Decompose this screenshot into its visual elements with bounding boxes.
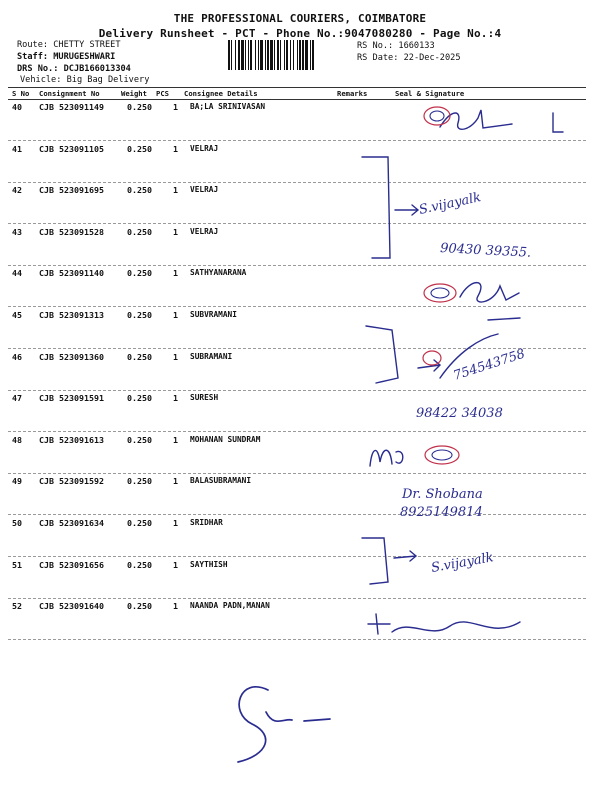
- col-consignee: Consignee Details: [184, 89, 258, 98]
- row-sno: 49: [12, 476, 22, 486]
- row-weight: 0.250: [127, 476, 152, 486]
- row-divider: [8, 182, 586, 183]
- table-row: [0, 102, 600, 114]
- table-row: [0, 185, 600, 197]
- row-sno: 41: [12, 144, 22, 154]
- row-weight: 0.250: [127, 393, 152, 403]
- row-weight: 0.250: [127, 601, 152, 611]
- vehicle-label: Vehicle:: [20, 75, 62, 85]
- row-pcs: 1: [173, 393, 178, 403]
- row-pcs: 1: [173, 601, 178, 611]
- row-pcs: 1: [173, 518, 178, 528]
- row-consignment-no: CJB 523091140: [39, 268, 104, 278]
- row-consignment-no: CJB 523091656: [39, 560, 104, 570]
- row-sno: 52: [12, 601, 22, 611]
- vehicle-value: Big Bag Delivery: [66, 75, 150, 85]
- row-divider: [8, 431, 586, 432]
- row-divider: [8, 390, 586, 391]
- row-weight: 0.250: [127, 185, 152, 195]
- row-sno: 47: [12, 393, 22, 403]
- table-header: [8, 89, 586, 99]
- row-pcs: 1: [173, 102, 178, 112]
- row-pcs: 1: [173, 435, 178, 445]
- row-consignee: VELRAJ: [190, 144, 219, 153]
- row-consignment-no: CJB 523091634: [39, 518, 104, 528]
- handwritten-phone-43: 90430 39355.: [439, 241, 532, 261]
- row-weight: 0.250: [127, 518, 152, 528]
- row-divider: [8, 556, 586, 557]
- staff-label: Staff:: [17, 52, 49, 62]
- handwritten-name-49: Dr. Shobana: [402, 487, 483, 502]
- row-consignee: SUBRAMANI: [190, 352, 233, 361]
- row-pcs: 1: [173, 268, 178, 278]
- row-pcs: 1: [173, 144, 178, 154]
- col-pcs: PCS: [156, 89, 169, 98]
- drs-line: [17, 64, 131, 74]
- row-consignment-no: CJB 523091313: [39, 310, 104, 320]
- signature-44: [460, 283, 519, 302]
- row-consignee: MOHANAN SUNDRAM: [190, 435, 261, 444]
- row-divider: [8, 473, 586, 474]
- row-consignee: VELRAJ: [190, 185, 219, 194]
- table-row: [0, 352, 600, 364]
- header-bottom-rule: [8, 99, 586, 100]
- row-consignment-no: CJB 523091613: [39, 435, 104, 445]
- signature-52: [368, 614, 520, 634]
- header-top-rule: [8, 87, 586, 88]
- bracket-41-43: [362, 157, 390, 258]
- row-consignee: SATHYANARANA: [190, 268, 247, 277]
- col-consignment: Consignment No: [39, 89, 100, 98]
- col-remarks: Remarks: [337, 89, 368, 98]
- rs-date-value: 22-Dec-2025: [403, 53, 461, 63]
- table-row: [0, 560, 600, 572]
- row-consignment-no: CJB 523091360: [39, 352, 104, 362]
- row-consignment-no: CJB 523091149: [39, 102, 104, 112]
- rs-no-value: 1660133: [398, 41, 435, 51]
- table-row: [0, 518, 600, 530]
- row-weight: 0.250: [127, 560, 152, 570]
- route-label: Route:: [17, 40, 49, 50]
- row-sno: 44: [12, 268, 22, 278]
- row-pcs: 1: [173, 227, 178, 237]
- row-consignee: VELRAJ: [190, 227, 219, 236]
- rs-no-label: RS No.:: [357, 41, 394, 51]
- row-divider: [8, 223, 586, 224]
- stamp-44: [424, 284, 456, 302]
- final-signature: [238, 687, 330, 762]
- handwritten-phone-47: 98422 34038: [416, 406, 503, 421]
- row-divider: [8, 140, 586, 141]
- table-row: [0, 435, 600, 447]
- row-consignment-no: CJB 523091591: [39, 393, 104, 403]
- row-consignment-no: CJB 523091640: [39, 601, 104, 611]
- row-divider: [8, 306, 586, 307]
- row-consignee: SRIDHAR: [190, 518, 223, 527]
- col-weight: Weight: [121, 89, 147, 98]
- drs-label: DRS No.:: [17, 64, 59, 74]
- rs-no-line: [357, 41, 435, 51]
- stamp-48: [425, 446, 459, 464]
- handwritten-phone-49: 8925149814: [400, 505, 483, 520]
- handwritten-name-42: S.vijayalk: [417, 190, 483, 218]
- table-row: [0, 144, 600, 156]
- row-divider: [8, 265, 586, 266]
- table-row: [0, 476, 600, 488]
- table-row: [0, 310, 600, 322]
- signature-48: [370, 450, 403, 466]
- col-seal-signature: Seal & Signature: [395, 89, 465, 98]
- row-pcs: 1: [173, 310, 178, 320]
- row-sno: 50: [12, 518, 22, 528]
- row-sno: 43: [12, 227, 22, 237]
- rs-date-label: RS Date:: [357, 53, 399, 63]
- staff-value: MURUGESHWARI: [53, 52, 116, 62]
- row-sno: 46: [12, 352, 22, 362]
- row-sno: 40: [12, 102, 22, 112]
- row-sno: 48: [12, 435, 22, 445]
- staff-line: [17, 52, 115, 62]
- row-weight: 0.250: [127, 268, 152, 278]
- table-row: [0, 393, 600, 405]
- row-pcs: 1: [173, 560, 178, 570]
- row-weight: 0.250: [127, 352, 152, 362]
- row-weight: 0.250: [127, 144, 152, 154]
- row-consignee: BA;LA SRINIVASAN: [190, 102, 266, 111]
- table-row: [0, 268, 600, 280]
- row-divider: [8, 598, 586, 599]
- row-weight: 0.250: [127, 310, 152, 320]
- row-sno: 45: [12, 310, 22, 320]
- company-title: THE PROFESSIONAL COURIERS, COIMBATORE: [173, 12, 427, 25]
- row-consignee: SAYTHISH: [190, 560, 228, 569]
- rs-date-line: [357, 53, 461, 63]
- vehicle-line: [20, 75, 149, 85]
- row-consignee: SUBVRAMANI: [190, 310, 237, 319]
- handwritten-name-50: S.vijayalk: [430, 550, 495, 576]
- table-row: [0, 601, 600, 613]
- row-divider: [8, 639, 586, 640]
- route-value: CHETTY STREET: [53, 40, 121, 50]
- arrow-42: [395, 205, 418, 215]
- row-pcs: 1: [173, 185, 178, 195]
- row-divider: [8, 348, 586, 349]
- row-consignment-no: CJB 523091695: [39, 185, 104, 195]
- row-weight: 0.250: [127, 227, 152, 237]
- row-weight: 0.250: [127, 435, 152, 445]
- handwritten-phone-46: 754543758: [451, 346, 528, 384]
- row-consignment-no: CJB 523091105: [39, 144, 104, 154]
- row-pcs: 1: [173, 352, 178, 362]
- row-sno: 51: [12, 560, 22, 570]
- row-consignee: SURESH: [190, 393, 219, 402]
- row-weight: 0.250: [127, 102, 152, 112]
- row-sno: 42: [12, 185, 22, 195]
- row-divider: [8, 514, 586, 515]
- row-consignee: BALASUBRAMANI: [190, 476, 252, 485]
- row-consignee: NAANDA PADN,MANAN: [190, 601, 270, 610]
- row-pcs: 1: [173, 476, 178, 486]
- route-line: [17, 40, 121, 50]
- drs-value: DCJB166013304: [63, 64, 131, 74]
- col-sno: S No: [12, 89, 30, 98]
- runsheet-subtitle: Delivery Runsheet - PCT - Phone No.:9047080280 - Page No.:4: [98, 27, 502, 40]
- row-consignment-no: CJB 523091528: [39, 227, 104, 237]
- row-consignment-no: CJB 523091592: [39, 476, 104, 486]
- barcode: [228, 40, 352, 70]
- table-row: [0, 227, 600, 239]
